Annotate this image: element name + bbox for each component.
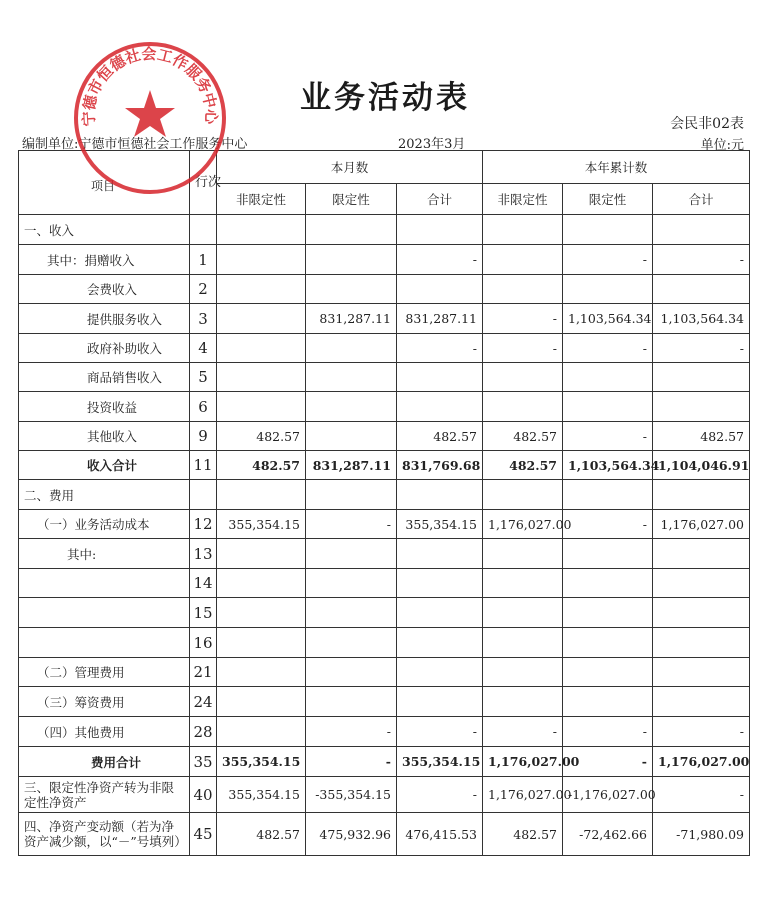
cell-m-u: [217, 245, 306, 275]
row-line-number: 13: [190, 539, 217, 569]
row-line-number: 14: [190, 569, 217, 598]
row-item-label: 四、净资产变动额（若为净资产减少额，以“－”号填列）: [19, 813, 190, 856]
row-line-number: 45: [190, 813, 217, 856]
cell-y-r: -72,462.66: [563, 813, 653, 856]
report-title: 业务活动表: [300, 80, 470, 116]
cell-m-r: -: [306, 510, 397, 539]
cell-m-r: [306, 658, 397, 687]
cell-y-r: -: [563, 334, 653, 363]
header-ytd-restricted: 限定性: [563, 184, 653, 215]
cell-y-t: 1,104,046.91: [653, 451, 750, 480]
cell-m-r: -: [306, 717, 397, 747]
cell-y-r: [563, 392, 653, 422]
row-item-label: 提供服务收入: [19, 304, 190, 334]
row-line-number: 11: [190, 451, 217, 480]
header-month-unrestricted: 非限定性: [217, 184, 306, 215]
header-this-month: 本月数: [217, 151, 483, 184]
table-row: [19, 275, 750, 304]
cell-y-r: -: [563, 510, 653, 539]
cell-y-r: [563, 539, 653, 569]
row-item-label: 收入合计: [19, 451, 190, 480]
header-ytd: 本年累计数: [483, 151, 750, 184]
cell-m-u: [217, 658, 306, 687]
row-item-label: 政府补助收入: [19, 334, 190, 363]
cell-m-r: -: [306, 747, 397, 777]
organization-label: 编制单位:宁德市恒德社会工作服务中心: [22, 137, 248, 152]
row-line-number: 15: [190, 598, 217, 628]
cell-m-r: 475,932.96: [306, 813, 397, 856]
row-line-number: [190, 215, 217, 245]
cell-y-u: [483, 363, 563, 392]
cell-m-t: -: [397, 334, 483, 363]
star-icon: [125, 90, 175, 137]
cell-y-r: [563, 628, 653, 658]
table-row: [19, 717, 750, 747]
row-line-number: 4: [190, 334, 217, 363]
cell-y-r: -: [563, 717, 653, 747]
cell-m-r: [306, 480, 397, 510]
cell-m-r: [306, 392, 397, 422]
cell-m-u: 482.57: [217, 422, 306, 451]
cell-m-r: [306, 334, 397, 363]
cell-m-t: [397, 392, 483, 422]
row-item-label: 投资收益: [19, 392, 190, 422]
row-item-label: （三）筹资费用: [19, 687, 190, 717]
cell-y-u: [483, 480, 563, 510]
table-row: [19, 215, 750, 245]
cell-y-t: -71,980.09: [653, 813, 750, 856]
cell-m-u: [217, 275, 306, 304]
table-row: [19, 510, 750, 539]
cell-m-t: -: [397, 245, 483, 275]
cell-y-u: 1,176,027.00: [483, 510, 563, 539]
cell-y-r: -: [563, 245, 653, 275]
row-line-number: 16: [190, 628, 217, 658]
cell-m-u: [217, 334, 306, 363]
cell-m-r: [306, 422, 397, 451]
cell-y-r: -1,176,027.00: [563, 777, 653, 813]
cell-m-u: 355,354.15: [217, 510, 306, 539]
cell-y-u: -: [483, 334, 563, 363]
cell-m-t: [397, 628, 483, 658]
cell-y-u: 482.57: [483, 422, 563, 451]
row-item-label: 费用合计: [19, 747, 190, 777]
table-row: [19, 539, 750, 569]
cell-y-t: [653, 539, 750, 569]
cell-m-t: 482.57: [397, 422, 483, 451]
cell-m-t: [397, 658, 483, 687]
cell-y-r: 1,103,564.34: [563, 304, 653, 334]
cell-y-r: 1,103,564.34: [563, 451, 653, 480]
cell-m-r: [306, 363, 397, 392]
row-item-label: 三、限定性净资产转为非限定性净资产: [19, 777, 190, 813]
table-row: [19, 422, 750, 451]
cell-y-t: [653, 598, 750, 628]
cell-m-t: 476,415.53: [397, 813, 483, 856]
cell-y-u: 1,176,027.00: [483, 747, 563, 777]
cell-y-r: [563, 215, 653, 245]
cell-m-u: [217, 480, 306, 510]
cell-m-r: -355,354.15: [306, 777, 397, 813]
cell-y-t: [653, 658, 750, 687]
table-row: [19, 245, 750, 275]
cell-y-t: [653, 275, 750, 304]
table-row: [19, 813, 750, 856]
row-line-number: 5: [190, 363, 217, 392]
cell-m-u: [217, 363, 306, 392]
cell-y-r: [563, 569, 653, 598]
official-seal: [70, 38, 230, 198]
form-code: 会民非02表: [670, 116, 744, 132]
cell-m-t: [397, 598, 483, 628]
cell-m-t: [397, 275, 483, 304]
row-item-label: 其中：捐赠收入: [19, 245, 190, 275]
row-line-number: 3: [190, 304, 217, 334]
row-item-label: 会费收入: [19, 275, 190, 304]
table-row: [19, 628, 750, 658]
cell-y-r: -: [563, 747, 653, 777]
cell-m-t: 831,287.11: [397, 304, 483, 334]
cell-m-t: [397, 215, 483, 245]
row-line-number: 1: [190, 245, 217, 275]
cell-y-t: -: [653, 334, 750, 363]
cell-y-u: [483, 598, 563, 628]
table-row: [19, 451, 750, 480]
cell-y-u: 482.57: [483, 813, 563, 856]
row-item-label: [19, 598, 190, 628]
cell-m-u: [217, 392, 306, 422]
cell-y-t: 482.57: [653, 422, 750, 451]
table-row: [19, 658, 750, 687]
cell-m-u: 482.57: [217, 813, 306, 856]
row-line-number: 40: [190, 777, 217, 813]
cell-m-u: [217, 598, 306, 628]
cell-m-u: [217, 717, 306, 747]
cell-y-u: [483, 687, 563, 717]
cell-m-t: [397, 363, 483, 392]
row-item-label: [19, 628, 190, 658]
cell-m-t: [397, 480, 483, 510]
row-line-number: 6: [190, 392, 217, 422]
currency-unit: 单位:元: [700, 138, 744, 153]
cell-m-u: [217, 304, 306, 334]
header-month-restricted: 限定性: [306, 184, 397, 215]
row-item-label: 二、费用: [19, 480, 190, 510]
cell-m-r: [306, 245, 397, 275]
cell-y-u: 1,176,027.00: [483, 777, 563, 813]
row-item-label: （二）管理费用: [19, 658, 190, 687]
table-row: [19, 777, 750, 813]
row-line-number: 28: [190, 717, 217, 747]
cell-m-r: [306, 215, 397, 245]
cell-m-r: [306, 569, 397, 598]
cell-y-r: [563, 658, 653, 687]
row-item-label: 其中:: [19, 539, 190, 569]
cell-m-u: 355,354.15: [217, 777, 306, 813]
cell-y-u: -: [483, 304, 563, 334]
header-ytd-total: 合计: [653, 184, 750, 215]
cell-m-t: [397, 539, 483, 569]
header-line-no: 行次: [190, 151, 217, 215]
cell-m-r: [306, 598, 397, 628]
table-row: [19, 598, 750, 628]
cell-m-t: -: [397, 777, 483, 813]
cell-y-t: -: [653, 777, 750, 813]
cell-m-u: [217, 687, 306, 717]
header-item: 项目: [19, 151, 190, 215]
row-line-number: [190, 480, 217, 510]
cell-y-r: [563, 598, 653, 628]
cell-y-t: [653, 480, 750, 510]
table-row: [19, 480, 750, 510]
cell-m-u: [217, 569, 306, 598]
cell-y-t: -: [653, 245, 750, 275]
table-row: [19, 363, 750, 392]
row-line-number: 12: [190, 510, 217, 539]
table-row: [19, 687, 750, 717]
row-line-number: 21: [190, 658, 217, 687]
table-row: [19, 569, 750, 598]
cell-y-t: [653, 215, 750, 245]
cell-y-u: 482.57: [483, 451, 563, 480]
cell-m-u: [217, 215, 306, 245]
report-period: 2023年3月: [398, 137, 466, 152]
cell-m-t: -: [397, 717, 483, 747]
row-item-label: 商品销售收入: [19, 363, 190, 392]
row-item-label: （一）业务活动成本: [19, 510, 190, 539]
cell-m-t: [397, 569, 483, 598]
row-item-label: （四）其他费用: [19, 717, 190, 747]
seal-text: 宁德市恒德社会工作服务中心: [79, 45, 221, 127]
row-line-number: 2: [190, 275, 217, 304]
cell-y-u: [483, 658, 563, 687]
cell-y-r: [563, 480, 653, 510]
cell-y-u: [483, 569, 563, 598]
cell-y-t: 1,176,027.00: [653, 747, 750, 777]
cell-y-r: [563, 687, 653, 717]
cell-y-u: -: [483, 717, 563, 747]
cell-y-u: [483, 539, 563, 569]
cell-m-r: [306, 687, 397, 717]
cell-m-t: 831,769.68: [397, 451, 483, 480]
cell-m-r: [306, 539, 397, 569]
cell-y-t: [653, 628, 750, 658]
cell-m-r: 831,287.11: [306, 304, 397, 334]
cell-m-t: [397, 687, 483, 717]
cell-m-u: 355,354.15: [217, 747, 306, 777]
cell-m-t: 355,354.15: [397, 510, 483, 539]
cell-m-r: [306, 628, 397, 658]
cell-m-r: 831,287.11: [306, 451, 397, 480]
cell-y-t: -: [653, 717, 750, 747]
cell-y-r: -: [563, 422, 653, 451]
cell-y-t: 1,103,564.34: [653, 304, 750, 334]
row-item-label: [19, 569, 190, 598]
cell-m-u: [217, 628, 306, 658]
cell-m-r: [306, 275, 397, 304]
row-line-number: 9: [190, 422, 217, 451]
header-month-total: 合计: [397, 184, 483, 215]
activity-statement-table: [18, 150, 750, 856]
cell-y-r: [563, 275, 653, 304]
table-row: [19, 747, 750, 777]
cell-y-u: [483, 628, 563, 658]
header-ytd-unrestricted: 非限定性: [483, 184, 563, 215]
row-item-label: 其他收入: [19, 422, 190, 451]
cell-y-r: [563, 363, 653, 392]
row-item-label: 一、收入: [19, 215, 190, 245]
row-line-number: 24: [190, 687, 217, 717]
cell-y-t: [653, 363, 750, 392]
cell-y-u: [483, 245, 563, 275]
cell-y-t: [653, 687, 750, 717]
table-row: [19, 304, 750, 334]
cell-y-u: [483, 275, 563, 304]
cell-m-u: 482.57: [217, 451, 306, 480]
cell-y-t: [653, 392, 750, 422]
cell-y-u: [483, 392, 563, 422]
row-line-number: 35: [190, 747, 217, 777]
cell-y-t: 1,176,027.00: [653, 510, 750, 539]
cell-y-u: [483, 215, 563, 245]
table-row: [19, 392, 750, 422]
cell-m-t: 355,354.15: [397, 747, 483, 777]
cell-m-u: [217, 539, 306, 569]
table-row: [19, 334, 750, 363]
cell-y-t: [653, 569, 750, 598]
